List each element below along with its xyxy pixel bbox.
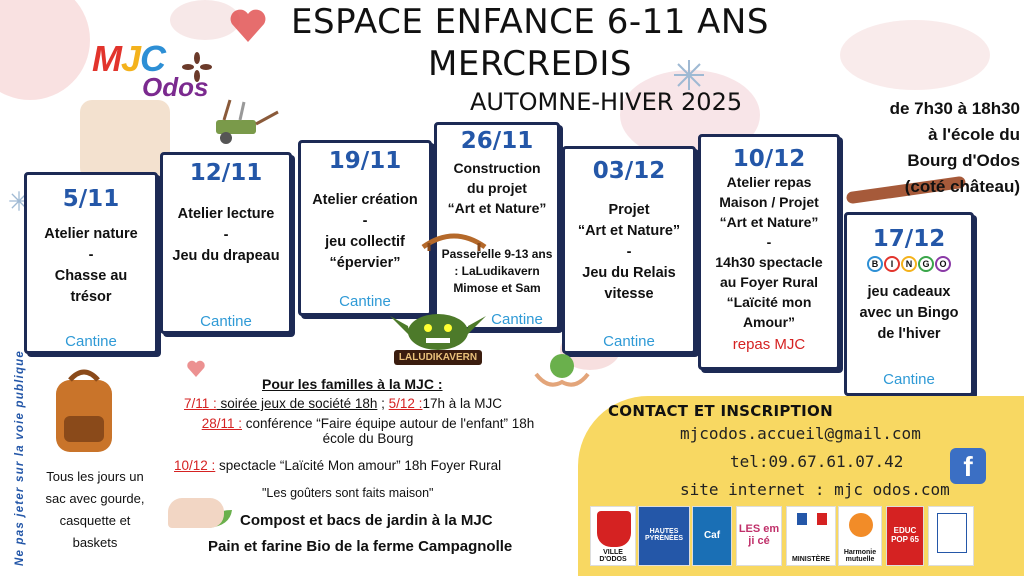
bingo-ball: I: [884, 256, 900, 272]
card-line: Construction: [453, 160, 541, 176]
bag-line: casquette et: [59, 513, 131, 528]
card-line: Atelier création: [312, 192, 418, 208]
card-line: Atelier lecture: [177, 206, 275, 222]
bg-decoration: [0, 0, 90, 100]
bag-line: Tous les jours un: [46, 469, 144, 484]
laludikavern-logo: [390, 306, 486, 370]
partner-logo: [886, 506, 924, 566]
page-title: ESPACE ENFANCE 6-11 ANS: [291, 2, 769, 42]
families-title: Pour les familles à la MJC :: [262, 376, 443, 392]
partner-logo: [638, 506, 690, 566]
garden-tools-icon: [196, 98, 286, 146]
page-subtitle: MERCREDIS: [428, 44, 632, 84]
card-date: 5/11: [62, 186, 120, 212]
partner-label: Caf: [703, 529, 721, 541]
card-footer: Cantine: [603, 333, 655, 350]
card-footer: Cantine: [200, 313, 252, 330]
bingo-ball: O: [935, 256, 951, 272]
season-label: AUTOMNE-HIVER 2025: [470, 88, 743, 116]
card-line: jeu collectif: [325, 234, 405, 250]
card-line: -: [88, 247, 94, 263]
card-line: “Art et Nature”: [447, 200, 547, 216]
bag-line: sac avec gourde,: [45, 491, 145, 506]
card-footer: Cantine: [883, 371, 935, 388]
contact-phone[interactable]: tel:09.67.61.07.42: [730, 452, 904, 471]
card-line: Projet: [608, 202, 650, 218]
event-sep: ;: [377, 396, 389, 411]
contact-title: CONTACT ET INSCRIPTION: [608, 402, 833, 420]
card-line: “Laïcité mon: [726, 294, 812, 310]
partner-label: LES em ji cé: [738, 523, 780, 547]
card-date: 17/12: [872, 226, 946, 252]
hours-line: (coté château): [904, 177, 1020, 196]
family-event: [184, 396, 502, 411]
activity-card-12-11: [160, 152, 292, 334]
card-line: Jeu du drapeau: [172, 248, 280, 264]
partner-label: EDUC POP 65: [891, 526, 919, 544]
card-line: vitesse: [604, 286, 654, 302]
hours-line: de 7h30 à 18h30: [889, 99, 1020, 118]
activity-card-10-12: [698, 134, 840, 370]
card-line: -: [362, 213, 368, 229]
card-line: jeu cadeaux: [867, 284, 951, 300]
family-event: [174, 458, 501, 473]
partner-logo: [786, 506, 836, 566]
activity-card-26-11: [434, 122, 560, 330]
card-line: Amour”: [742, 314, 796, 330]
bag-note: [30, 466, 160, 554]
contact-website[interactable]: site internet : mjc odos.com: [680, 480, 950, 499]
card-line: au Foyer Rural: [719, 274, 819, 290]
card-line: Passerelle 9-13 ans: [441, 247, 553, 261]
hours-line: Bourg d'Odos: [907, 151, 1020, 170]
partner-label: VILLE D'ODOS: [599, 549, 627, 563]
card-line: 14h30 spectacle: [715, 254, 823, 270]
event-date: 7/11 :: [184, 396, 217, 411]
hand-decoration: [168, 498, 224, 528]
logo-letter: J: [121, 38, 141, 79]
partner-logo: [590, 506, 636, 566]
event-text: école du Bourg: [322, 431, 414, 446]
bread-note: Pain et farine Bio de la ferme Campagnolle: [208, 538, 513, 555]
event-text: soirée jeux de société 18h: [216, 396, 378, 411]
card-date: 10/12: [732, 146, 806, 172]
card-line: “épervier”: [329, 255, 401, 271]
bag-line: baskets: [72, 535, 118, 550]
vertical-note: Ne pas jeter sur la voie publique: [14, 350, 26, 566]
card-line: du projet: [467, 180, 527, 196]
partner-label: Harmonie mutuelle: [843, 549, 877, 563]
event-text: spectacle “Laïcité Mon amour” 18h Foyer Rural: [215, 458, 502, 473]
family-event: [168, 416, 568, 446]
card-footer: Cantine: [65, 333, 117, 350]
facebook-icon[interactable]: f: [950, 448, 986, 484]
card-line: Atelier repas: [726, 174, 812, 190]
partner-label: MINISTÈRE: [791, 556, 831, 563]
event-date: 5/12 :: [388, 396, 423, 411]
hours-line: à l'école du: [928, 125, 1020, 144]
card-line: Maison / Projet: [719, 194, 819, 210]
partner-logo: [928, 506, 974, 566]
activity-card-03-12: [562, 146, 696, 354]
card-line: Jeu du Relais: [582, 265, 676, 281]
logo-letter: C: [140, 38, 166, 79]
card-date: 12/11: [189, 160, 263, 186]
card-line: : LaLudikavern: [454, 264, 540, 278]
card-footer: repas MJC: [732, 336, 806, 353]
earth-hands-icon: [532, 350, 592, 392]
card-footer: Cantine: [339, 293, 391, 310]
card-line: avec un Bingo: [859, 305, 959, 321]
card-line: Chasse au: [54, 268, 128, 284]
partner-logo: [736, 506, 782, 566]
card-line: “Art et Nature”: [577, 223, 681, 239]
logo-letter: M: [92, 38, 121, 79]
compost-note: Compost et bacs de jardin à la MJC: [240, 512, 493, 529]
bingo-ball: G: [918, 256, 934, 272]
opening-hours: [840, 96, 1020, 200]
activity-card-5-11: [24, 172, 158, 354]
card-footer: Cantine: [491, 311, 543, 328]
bingo-icon: [853, 256, 965, 272]
card-line: Atelier nature: [44, 226, 138, 242]
event-text: 17h à la MJC: [422, 396, 502, 411]
event-date: 28/11 :: [201, 416, 242, 431]
gouters-note: "Les goûters sont faits maison": [262, 486, 434, 500]
card-date: 26/11: [460, 128, 534, 154]
backpack-icon: [42, 366, 126, 458]
bingo-ball: N: [901, 256, 917, 272]
card-line: -: [223, 227, 229, 243]
activity-card-17-12: [844, 212, 974, 396]
card-line: de l'hiver: [877, 326, 941, 342]
event-date: 10/12 :: [174, 458, 216, 473]
bg-decoration: [840, 20, 990, 90]
bridge-icon: [421, 225, 487, 253]
event-text: conférence “Faire équipe autour de l'enfant” 18h: [242, 416, 535, 431]
bingo-ball: B: [867, 256, 883, 272]
partner-logo: [692, 506, 732, 566]
card-line: “Art et Nature”: [719, 214, 819, 230]
card-date: 03/12: [592, 158, 666, 184]
card-line: Mimose et Sam: [453, 281, 541, 295]
bg-decoration: [80, 100, 170, 180]
laludikavern-label: LALUDIKAVERN: [394, 350, 482, 365]
activity-card-19-11: [298, 140, 432, 316]
card-line: -: [626, 244, 632, 260]
goblin-icon: [390, 306, 486, 356]
card-date: 19/11: [328, 148, 402, 174]
card-line: trésor: [70, 289, 112, 305]
heart-icon: [186, 360, 206, 378]
partner-logo: [838, 506, 882, 566]
logo-odos: Odos: [142, 72, 209, 102]
contact-email[interactable]: mjcodos.accueil@gmail.com: [680, 424, 921, 443]
partner-label: HAUTES PYRÉNÉES: [644, 528, 684, 542]
card-line: -: [766, 234, 772, 250]
